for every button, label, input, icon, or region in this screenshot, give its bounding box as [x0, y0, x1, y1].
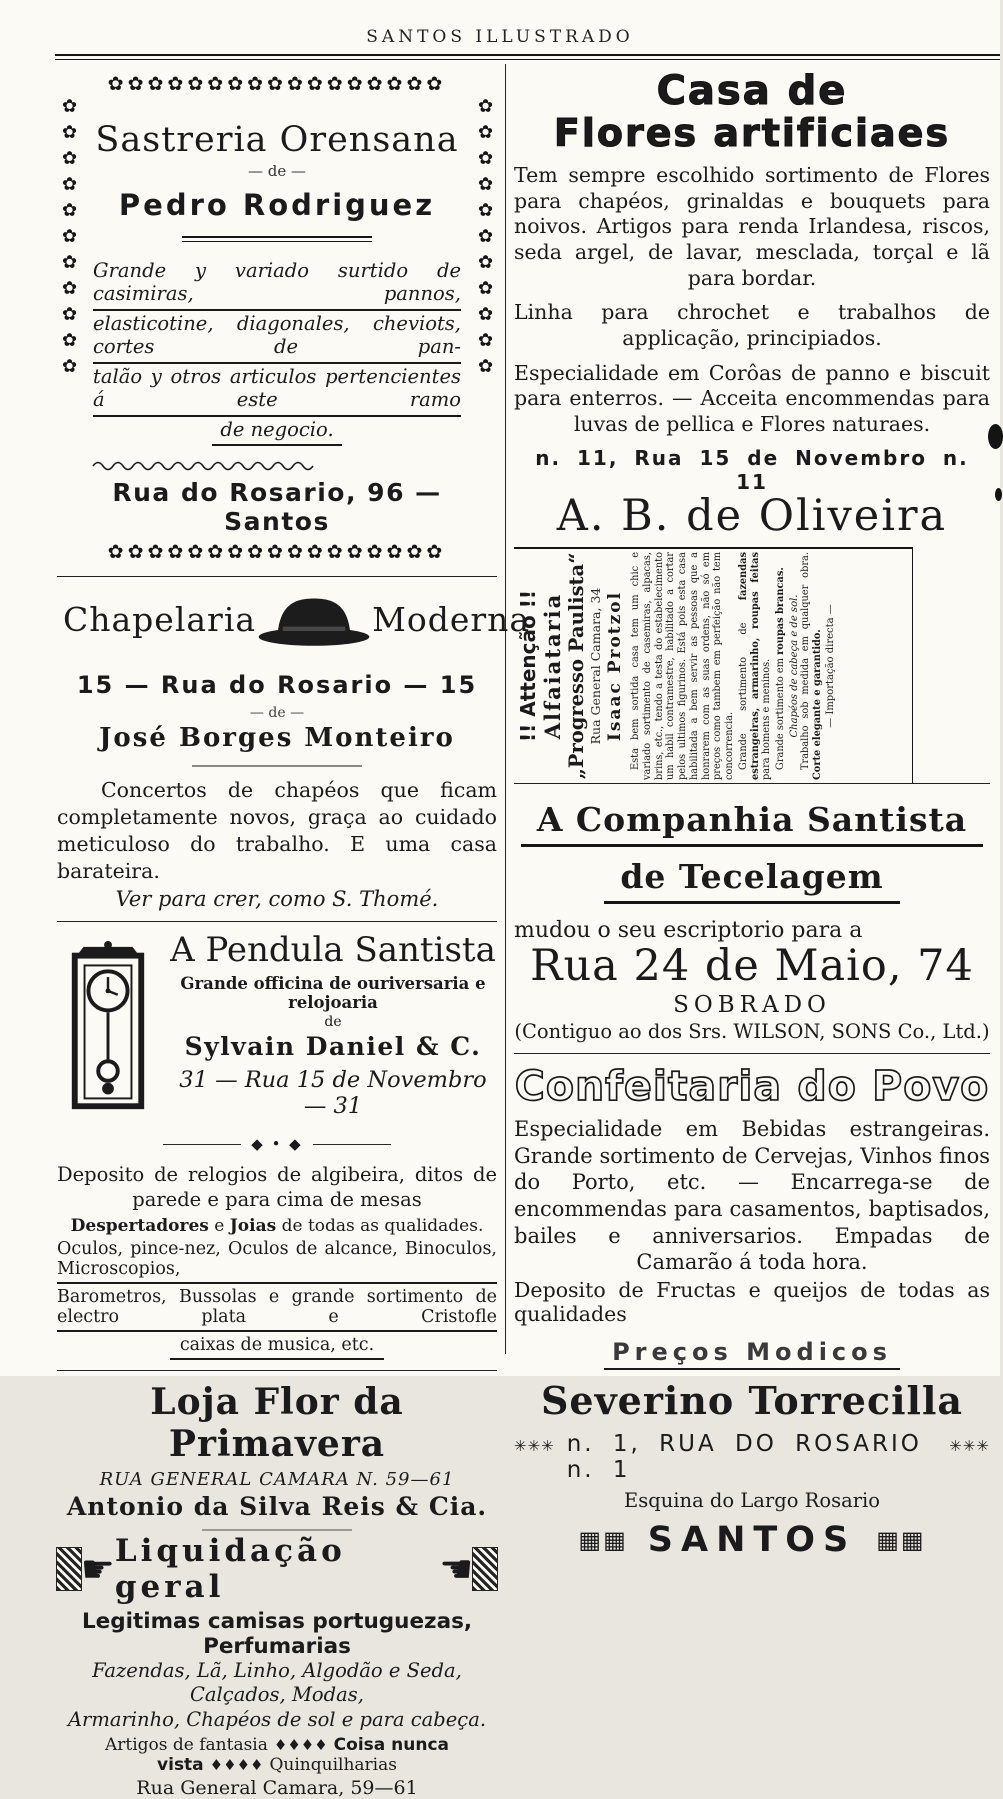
bold-word: roupas brancas.	[775, 566, 786, 655]
diamond-ornament: ◆ • ◆	[251, 1135, 303, 1154]
section-rule	[57, 576, 497, 577]
confeitaria-title: Confeitaria do Povo	[514, 1061, 990, 1110]
pendula-underlined-line: caixas de musica, etc.	[170, 1332, 384, 1360]
small-divider	[202, 1529, 352, 1531]
wall-clock-icon	[59, 940, 157, 1116]
plain-word: Grande sortimento em	[775, 654, 786, 770]
alfaiataria-owner: Isaac Protzol	[605, 590, 625, 741]
sobrado-label: SOBRADO	[673, 991, 831, 1018]
plain-word: e	[208, 1216, 230, 1237]
pendula-underlined-line: Barometros, Bussolas e grande sortimento de electro plata e Cristofle	[57, 1284, 497, 1332]
chapelaria-address: 15 — Rua do Rosario — 15	[76, 671, 478, 699]
divider-line	[313, 1144, 391, 1145]
wave-ornament	[93, 460, 323, 470]
tecelagem-note: (Contiguo ao dos Srs. WILSON, SONS Co., Ltd.)	[514, 1019, 990, 1043]
alfaiataria-hats-line: Chapéos de cabeça e de sol.	[788, 594, 800, 738]
plain-word: Quinquilharias	[269, 1755, 397, 1776]
flores-paragraph: Especialidade em Corôas de panno e biscuit para enterros. — Acceita encommendas para luvas de pellica e Flores naturaes.	[514, 360, 990, 436]
pendula-body: Deposito de relogios de algibeira, ditos de parede e para cima de mesas	[57, 1163, 497, 1212]
alfaiataria-address: Rua General Camara, 34	[588, 587, 603, 744]
ornament-border-left: ✿✿✿✿✿✿✿✿✿✿✿	[59, 96, 80, 382]
bold-word: Joias	[229, 1216, 277, 1237]
loja-owner: Antonio da Silva Reis & Cia.	[66, 1492, 488, 1522]
confeitaria-fruits-line: Deposito de Fructas e queijos de todas as qualidades	[514, 1277, 990, 1326]
progresso-paulista-label: „Progresso Paulista“	[565, 552, 588, 780]
ornament-border-top: ✿✿✿✿✿✿✿✿✿✿✿✿✿✿✿✿✿	[107, 73, 447, 95]
column-divider	[505, 64, 506, 1354]
sastreria-body-line: Grande y variado surtido de casimiras, pannos,	[93, 258, 461, 311]
sastreria-body-line: talão y otros articulos pertencientes á este ramo	[93, 364, 461, 417]
tecelagem-address: Rua 24 de Maio, 74	[530, 940, 974, 991]
right-column	[514, 64, 990, 1560]
pendula-owner: Sylvain Daniel & C.	[184, 1032, 482, 1062]
chapelaria-title-right: Moderna	[372, 599, 531, 639]
diamond-ornament: ♦♦♦♦	[209, 1756, 264, 1775]
loja-address: RUA GENERAL CAMARA N. 59—61	[99, 1469, 455, 1491]
bowler-hat-icon	[256, 589, 372, 649]
plain-word: Grande sortimento de	[737, 599, 749, 770]
de-label: — de —	[249, 705, 305, 721]
ad-pendula-santista	[57, 930, 497, 1360]
block-ornament: ▦▦	[876, 1525, 926, 1554]
masthead-rule	[55, 54, 1000, 60]
ad-sastreria-orensana	[57, 72, 497, 566]
chapelaria-tagline: Ver para crer, como S. Thomé.	[115, 887, 439, 912]
lace-ornament	[57, 1548, 81, 1590]
pendula-subtitle: Grande officina de ouriversaria e relojoaria	[180, 974, 486, 1013]
attencao-title: !! Attenção !!	[516, 589, 540, 742]
lace-ornament	[473, 1548, 497, 1590]
bold-word: Corte elegante e garantido.	[811, 628, 823, 780]
loja-address2: Rua General Camara, 59—61	[136, 1777, 418, 1799]
star-ornament: ✳✳✳	[514, 1436, 555, 1455]
bold-word: fazendas estrangeiras, armarinho, roupas feitas	[737, 551, 761, 780]
flores-paragraph: Linha para chrochet e trabalhos de applicação, principiados.	[514, 300, 990, 350]
sastreria-owner: Pedro Rodriguez	[118, 188, 436, 222]
flores-title: Casa de	[656, 68, 848, 114]
chapelaria-title-row	[57, 589, 531, 649]
star-ornament: ✳✳✳	[949, 1436, 990, 1455]
severino-title: Severino Torrecilla	[540, 1377, 964, 1423]
pendula-jewelry-line	[57, 1216, 497, 1236]
double-rule-divider	[182, 236, 372, 242]
alfaiataria-import-line: — Importação directa —	[825, 603, 837, 728]
pendula-title: A Pendula Santista	[170, 930, 496, 971]
chapelaria-title-left: Chapelaria	[63, 599, 257, 639]
owner-divider	[192, 765, 362, 767]
alfaiataria-rotated-content	[514, 549, 912, 783]
plain-word: Artigos de fantasia	[104, 1735, 268, 1756]
diamond-divider	[57, 1135, 497, 1153]
alfaiataria-paragraph	[775, 552, 787, 780]
alfaiataria-paragraph: Esta bem sortida casa tem um chic e variado sortimento de casemiras, alpacas, brins, etc., tendo a testa do estabelecimento um habil contramestre, habilitado a cortar pelos ultimos figurinos. Está pois esta casa habilitada a bem servir as pessoas que a honrarem com as suas ordens, não só em preços como tambem em perfeição não tem concorrencia.	[630, 551, 735, 780]
ink-blob	[988, 424, 1003, 449]
severino-address: n. 1, RUA DO ROSARIO n. 1	[566, 1430, 922, 1483]
de-label: — de —	[247, 162, 306, 180]
chapelaria-owner: José Borges Monteiro	[99, 723, 455, 753]
severino-address-row	[514, 1431, 990, 1483]
tecelagem-move-line: mudou o seu escriptorio para a	[514, 917, 863, 943]
bold-word: Coisa nunca vista	[157, 1735, 450, 1776]
ad-confeitaria-do-povo	[514, 1062, 990, 1560]
loja-fantasy-line	[57, 1735, 497, 1775]
flores-title: Flores artificiaes	[553, 111, 951, 156]
sastreria-body-line: elasticotine, diagonales, cheviots, cortes de pan-	[93, 311, 461, 364]
wavy-divider	[93, 460, 461, 470]
precos-modicos-label: Preços Modicos	[604, 1338, 900, 1370]
santos-label: SANTOS	[647, 1519, 857, 1560]
flores-address: n. 11, Rua 15 de Novembro n. 11	[535, 446, 969, 495]
plain-word: para homens e meninos.	[761, 658, 773, 780]
loja-title: Loja Flor da Primavera	[150, 1381, 404, 1466]
tecelagem-title: de Tecelagem	[604, 857, 899, 904]
sastreria-address: Rua do Rosario, 96 — Santos	[112, 478, 442, 536]
plain-word: Trabalho sob medida em qualquer obra.	[799, 551, 811, 770]
section-rule	[57, 921, 497, 922]
chapelaria-body: Concertos de chapéos que ficam completamente novos, graça ao cuidado meticuloso do trabalho. E uma casa barateira.	[57, 778, 497, 884]
ad-loja-flor-da-primavera	[57, 1381, 497, 1799]
pendula-address: 31 — Rua 15 de Novembro — 31	[179, 1067, 487, 1120]
alfaiataria-paragraph	[800, 552, 824, 780]
diamond-ornament: ♦♦♦♦	[273, 1736, 328, 1755]
pendula-header	[169, 930, 497, 1119]
pendula-underlined-line: Oculos, pince-nez, Oculos de alcance, Binoculos, Microscopios,	[57, 1236, 497, 1284]
alfaiataria-label: Alfaiataria	[540, 592, 565, 739]
ad-casa-de-flores	[514, 70, 990, 540]
loja-goods-line: Fazendas, Lã, Linho, Algodão e Seda, Calçados, Modas,	[92, 1659, 462, 1707]
liquidacao-banner	[57, 1533, 497, 1605]
santos-row	[514, 1520, 990, 1560]
tecelagem-title: A Companhia Santista	[521, 800, 983, 847]
section-rule	[57, 1370, 497, 1371]
loja-goods-line: Armarinho, Chapéos de sol e para cabeça.	[67, 1707, 487, 1731]
de-label: de	[324, 1014, 342, 1031]
liquidacao-title: Liquidação geral	[114, 1533, 346, 1606]
esquina-label: Esquina do Largo Rosario	[624, 1488, 880, 1512]
plain-word: de todas as qualidades.	[276, 1216, 484, 1237]
loja-shirts-line: Legitimas camisas portuguezas, Perfumarias	[81, 1609, 473, 1660]
sastreria-body-line: de negocio.	[212, 417, 341, 446]
pointing-hand-right-icon: ☛	[80, 1547, 115, 1592]
ornament-border-right: ✿✿✿✿✿✿✿✿✿✿✿	[475, 96, 496, 382]
alfaiataria-paragraph	[738, 552, 773, 780]
ink-speck	[995, 488, 1002, 501]
bold-word: Despertadores	[70, 1216, 209, 1237]
ornament-border-bottom: ✿✿✿✿✿✿✿✿✿✿✿✿✿✿✿✿✿	[107, 541, 447, 563]
pointing-hand-left-icon: ☚	[439, 1547, 474, 1592]
ad-companhia-santista	[514, 800, 990, 1043]
masthead-title: SANTOS ILLUSTRADO	[366, 27, 634, 47]
divider-line	[163, 1144, 241, 1145]
confeitaria-body: Especialidade em Bebidas estrangeiras. Grande sortimento de Cervejas, Vinhos finos do Porto, etc. — Encarrega-se de encommendas para casamentos, baptisados, bailes e anniversarios. Empadas de Camarão á toda hora.	[514, 1116, 990, 1275]
ad-alfaiataria-rotated	[514, 547, 913, 783]
section-rule	[514, 1053, 990, 1054]
sastreria-title: Sastreria Orensana	[95, 120, 459, 160]
flores-paragraph: Tem sempre escolhido sortimento de Flores para chapéos, grinaldas e bouquets para noivos. Artigos para renda Irlandesa, riscos, seda argel, de lavar, mesclada, torçal e lã para bordar.	[514, 163, 990, 290]
flores-owner: A. B. de Oliveira	[556, 491, 948, 542]
block-ornament: ▦▦	[578, 1525, 628, 1554]
